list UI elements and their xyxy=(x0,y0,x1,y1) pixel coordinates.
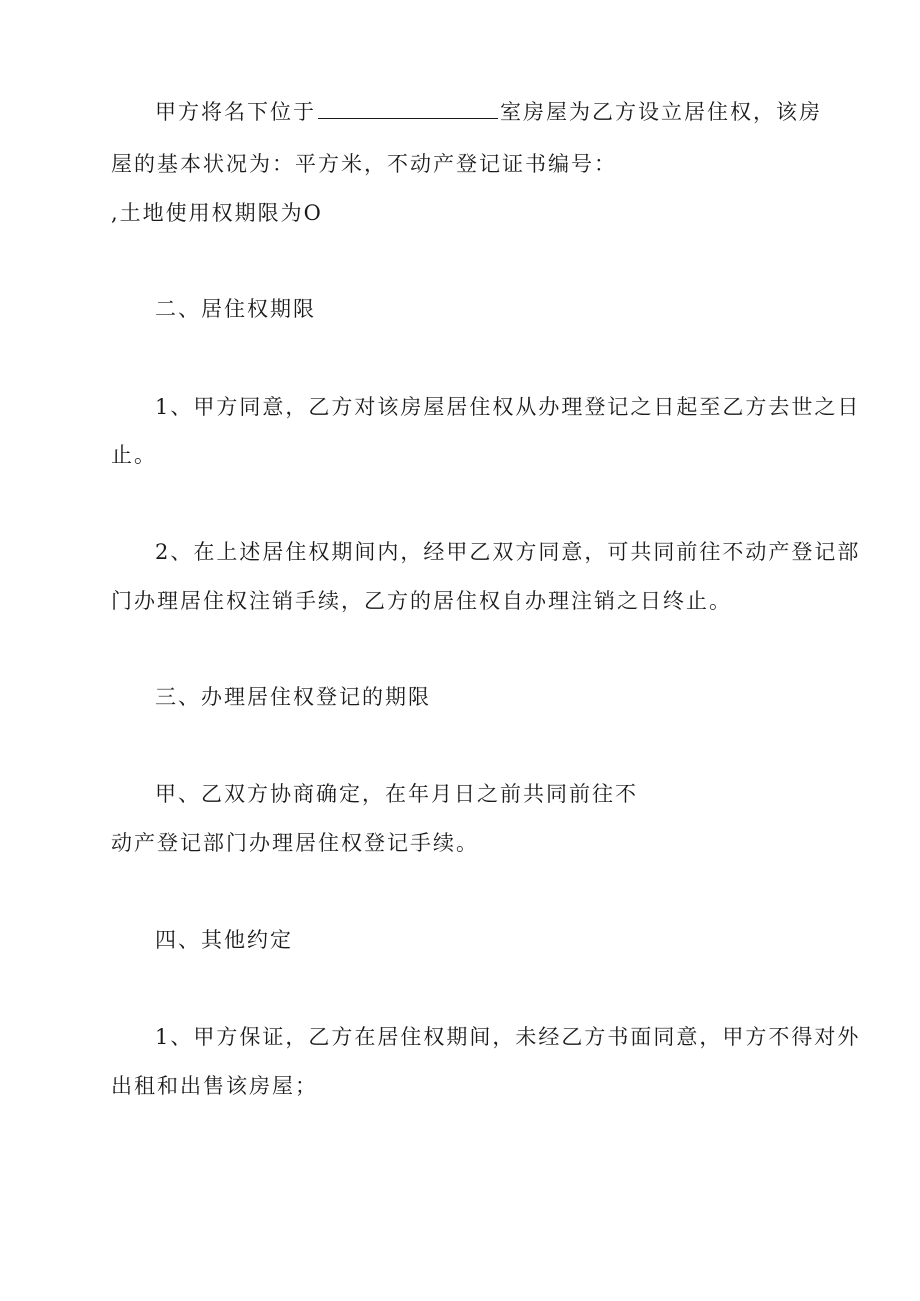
section-3-body-line-1: 甲、乙双方协商确定，在年月日之前共同前往不 xyxy=(155,782,638,806)
paragraph-1-line-3: ,土地使用权期限为O xyxy=(111,201,323,225)
section-4-item-1-line-2: 出租和出售该房屋； xyxy=(111,1074,318,1098)
section-2-item-1-line-2: 止。 xyxy=(111,443,157,467)
section-2-item-2-line-2: 门办理居住权注销手续，乙方的居住权自办理注销之日终止。 xyxy=(111,589,732,613)
paragraph-1-suffix: 室房屋为乙方设立居住权，该房 xyxy=(500,100,822,124)
section-4-heading: 四、其他约定 xyxy=(155,928,293,952)
section-2-item-1-line-1: 1、甲方同意，乙方对该房屋居住权从办理登记之日起至乙方去世之日 xyxy=(155,395,861,419)
paragraph-1-line-1 xyxy=(155,98,822,126)
section-2-item-2-line-1: 2、在上述居住权期间内，经甲乙双方同意，可共同前往不动产登记部 xyxy=(155,540,861,564)
section-3-body-line-2: 动产登记部门办理居住权登记手续。 xyxy=(111,831,479,855)
section-3-heading: 三、办理居住权登记的期限 xyxy=(155,685,431,709)
section-4-item-1-line-1: 1、甲方保证，乙方在居住权期间，未经乙方书面同意，甲方不得对外 xyxy=(155,1025,861,1049)
address-blank xyxy=(318,100,498,119)
paragraph-1-prefix: 甲方将名下位于 xyxy=(155,100,316,124)
paragraph-1-line-2: 屋的基本状况为：平方米，不动产登记证书编号： xyxy=(111,152,617,176)
section-2-heading: 二、居住权期限 xyxy=(155,297,316,321)
